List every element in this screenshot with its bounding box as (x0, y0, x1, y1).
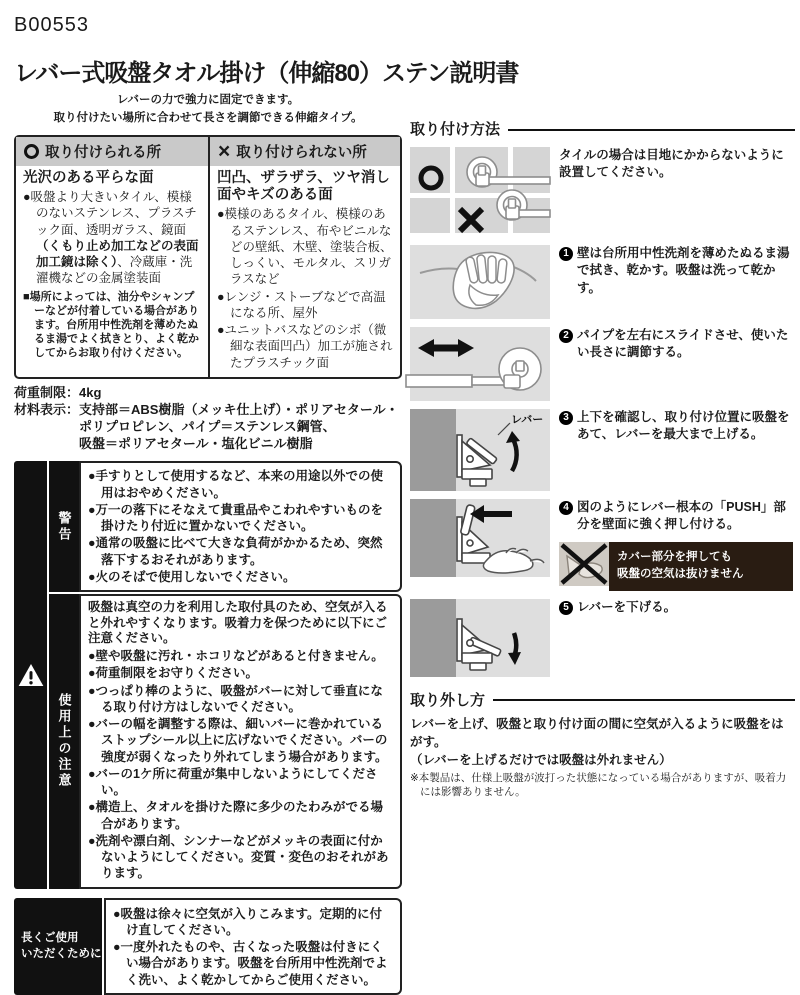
circle-ok-icon (24, 144, 39, 159)
warning-item: ●手すりとして使用するなど、本来の用途以外での使用はおやめください。 (88, 469, 384, 500)
badge-line-2: 吸盤の空気は抜けません (617, 568, 744, 581)
slide-pipe-illustration (410, 327, 550, 401)
warning-icon-column (14, 461, 47, 888)
removal-line-2: （レバーを上げるだけでは吸盤は外れません） (410, 753, 672, 767)
warning-triangle-icon (18, 663, 44, 687)
material-label: 材料表示： (14, 401, 80, 417)
tile-placement-note (559, 147, 795, 237)
removal-section (410, 689, 795, 800)
material-row (14, 402, 402, 453)
step-1-sentence (577, 245, 795, 297)
caution-item: ●洗剤や漂白剤、シンナーなどがメッキの表面に付かないようにしてください。変質・変色のおそれがあります。 (88, 833, 389, 881)
long-use-item: ●一度外れたものや、古くなった吸盤は付きにくい場合があります。吸盤を台所用中性洗剤でよく洗い、よく乾かしてからご使用ください。 (113, 940, 388, 987)
crossed-cover-drawing (559, 542, 609, 586)
right-column (410, 118, 795, 799)
surface-ng-item: ●ユニットバスなどのシボ（微細な表面凹凸）加工が施されたプラスチック面 (217, 323, 393, 370)
step-2-text (559, 327, 795, 401)
step-1-bold: 吸盤は洗って乾かす。 (577, 263, 776, 295)
install-step-2 (410, 327, 795, 401)
heading-rule (508, 129, 795, 131)
surface-ng-item: ●レンジ・ストーブなどで高温になる所、屋外 (217, 289, 386, 320)
cover-warning-badge (559, 542, 793, 591)
surface-ok-item-bold: （くもり止め加工などの表面加工鏡は除く） (36, 238, 199, 270)
tile-placement-illustration (410, 147, 550, 237)
pipe-slide-drawing (410, 327, 550, 401)
step-3-sentence: 上下を確認し、取り付け位置に吸盤をあて、レバーを最大まで上げる。 (577, 410, 790, 442)
badge-line-1: カバー部分を押しても (617, 551, 732, 564)
crossed-cover-image (559, 542, 609, 591)
badge-text (609, 542, 793, 591)
subtitle-line-2: 取り付けたい場所に合わせて長さを調節できる伸縮タイプ。 (53, 111, 363, 124)
lever-callout-label: レバー (511, 414, 544, 426)
tile-note-text: タイルの場合は目地にかからないように設置してください。 (559, 148, 784, 180)
warning-caution-box (14, 461, 402, 888)
step-4-text (559, 499, 795, 591)
specs (14, 385, 402, 453)
material-line-1: 支持部＝ABS樹脂（メッキ仕上げ）・ポリアセタール・ポリプロピレン、パイプ＝ステンレス鋼管、 (79, 401, 399, 434)
surface-ok-column (16, 137, 208, 377)
step-1-text (559, 245, 795, 319)
install-step-4 (410, 499, 795, 591)
cross-ng-icon: × (218, 139, 231, 163)
push-illustration (410, 499, 550, 591)
surface-ok-heading: 光沢のある平らな面 (23, 169, 154, 186)
subtitle (14, 92, 402, 128)
caution-item: ●つっぱり棒のように、吸盤がバーに対して垂直になる取り付け方はしないでください。 (88, 683, 383, 714)
long-use-label (14, 898, 102, 995)
surface-ok-item-post: 、冷蔵庫・洗濯機などの金属塗装面 (36, 255, 193, 286)
warning-item: ●火のそばで使用しないでください。 (88, 569, 296, 584)
product-code: B00553 (14, 14, 89, 36)
step-1-normal: 壁は台所用中性洗剤を薄めたぬるま湯で拭き、乾かす。 (577, 246, 790, 278)
long-use-label-line-2: いただくために (21, 948, 102, 961)
surface-ok-header (16, 137, 208, 166)
surface-ok-header-label: 取り付けられる所 (45, 144, 161, 161)
surface-ng-header (210, 137, 400, 166)
hand-wiping-drawing (410, 245, 550, 319)
heading-rule (493, 699, 795, 701)
surface-ng-column (208, 137, 400, 377)
step-3-text (559, 409, 795, 491)
long-use-item: ●吸盤は徐々に空気が入りこみます。定期的に付け直してください。 (113, 906, 383, 937)
surface-ng-item: ●模様のあるタイル、模様のあるステンレス、布やビニルなどの壁紙、木壁、塗装合板、しっくい、モルタル、スリガラスなど (217, 207, 393, 287)
install-heading-text: 取り付け方法 (410, 121, 501, 138)
warning-caution-rows (49, 461, 402, 888)
subtitle-line-1: レバーの力で強力に固定できます。 (116, 94, 300, 106)
caution-label: 使用上の注意 (49, 594, 79, 888)
step-5-number: 5 (559, 601, 573, 615)
push-base-drawing (410, 499, 550, 577)
page-title: レバー式吸盤タオル掛け（伸縮80）ステン説明書 (14, 60, 519, 87)
surface-ng-heading: 凹凸、ザラザラ、ツヤ消し面やキズのある面 (217, 169, 390, 204)
surface-table (14, 135, 402, 379)
surface-ok-note: ■場所によっては、油分やシャンプーなどが付着している場合があります。台所用中性洗剤を薄めたぬるま湯でよく拭きとり、よく乾かしてからお取り付けください。 (23, 290, 199, 359)
warning-label: 警告 (49, 461, 79, 592)
install-step-1 (410, 245, 795, 319)
long-use-box (14, 898, 402, 995)
step-5-sentence: レバーを下げる。 (577, 599, 677, 614)
tile-grid-drawing (410, 147, 550, 237)
removal-heading-text: 取り外し方 (410, 691, 486, 709)
caution-item: ●バーの幅を調整する際は、細いバーに巻かれているストップシール以上に広げないでください。バーの強度が弱くなったり外れてしまう場合があります。 (88, 717, 388, 764)
surface-ng-header-label: 取り付けられない所 (236, 144, 367, 161)
lever-up-drawing (410, 409, 550, 491)
load-limit-label: 荷重制限： (14, 384, 80, 400)
step-5-text (559, 599, 795, 677)
removal-line-1: レバーを上げ、吸盤と取り付け面の間に空気が入るように吸盤をはがす。 (410, 716, 784, 749)
step-1-number: 1 (559, 247, 573, 261)
warning-row (49, 461, 402, 592)
lever-down-illustration (410, 599, 550, 677)
install-step-5 (410, 599, 795, 677)
surface-ok-item (23, 189, 201, 287)
load-limit-value: 4kg (79, 384, 102, 400)
install-step-3 (410, 409, 795, 491)
caution-content (79, 594, 402, 888)
lever-down-drawing (410, 599, 550, 677)
surface-ng-body (210, 166, 400, 377)
material-line-2: 吸盤＝ポリアセタール・塩化ビニル樹脂 (79, 435, 313, 451)
wipe-wall-illustration (410, 245, 550, 319)
step-2-sentence: パイプを左右にスライドさせ、使いたい長さに調節する。 (577, 328, 789, 360)
caution-row (49, 594, 402, 888)
surface-ok-body (16, 166, 208, 366)
material-value (79, 402, 402, 453)
warning-item: ●万一の落下にそなえて貴重品やこわれやすいものを掛けたり付近に置かないでください。 (88, 502, 384, 534)
caution-intro: 吸盤は真空の力を利用した取付具のため、空気が入ると外れやすくなります。吸着力を保つために以下にご注意ください。 (88, 600, 388, 646)
tile-placement-row (410, 147, 795, 237)
caution-item: ●壁や吸盤に汚れ・ホコリなどがあると付きません。 (88, 649, 384, 664)
lever-up-illustration (410, 409, 550, 491)
long-use-label-line-1: 長くご使用 (21, 931, 79, 944)
caution-item: ●構造上、タオルを掛けた際に多少のたわみがでる場合があります。 (88, 800, 384, 831)
removal-note: ※本製品は、仕様上吸盤が波打った状態になっている場合がありますが、吸着力には影響ありません。 (410, 772, 787, 799)
step-2-number: 2 (559, 329, 573, 343)
step-3-number: 3 (559, 411, 573, 425)
removal-section-heading (410, 689, 795, 710)
caution-item: ●バーの1ケ所に荷重が集中しないようにしてください。 (88, 766, 378, 798)
caution-item: ●荷重制限をお守りください。 (88, 666, 259, 681)
step-4-number: 4 (559, 501, 573, 515)
surface-ok-item-pre: ●吸盤より大きいタイル、模様のないステンレス、プラスチック面、透明ガラス、鏡面 (23, 190, 197, 237)
load-limit-row (14, 385, 402, 402)
long-use-content (104, 898, 402, 995)
warning-item: ●通常の吸盤に比べて大きな負荷がかかるため、突然落下するおそれがあります。 (88, 536, 383, 567)
install-section-heading (410, 118, 795, 139)
warning-content (79, 461, 402, 592)
removal-instructions (410, 715, 795, 769)
step-4-sentence: 図のようにレバー根本の「PUSH」部分を壁面に強く押し付ける。 (577, 500, 786, 532)
